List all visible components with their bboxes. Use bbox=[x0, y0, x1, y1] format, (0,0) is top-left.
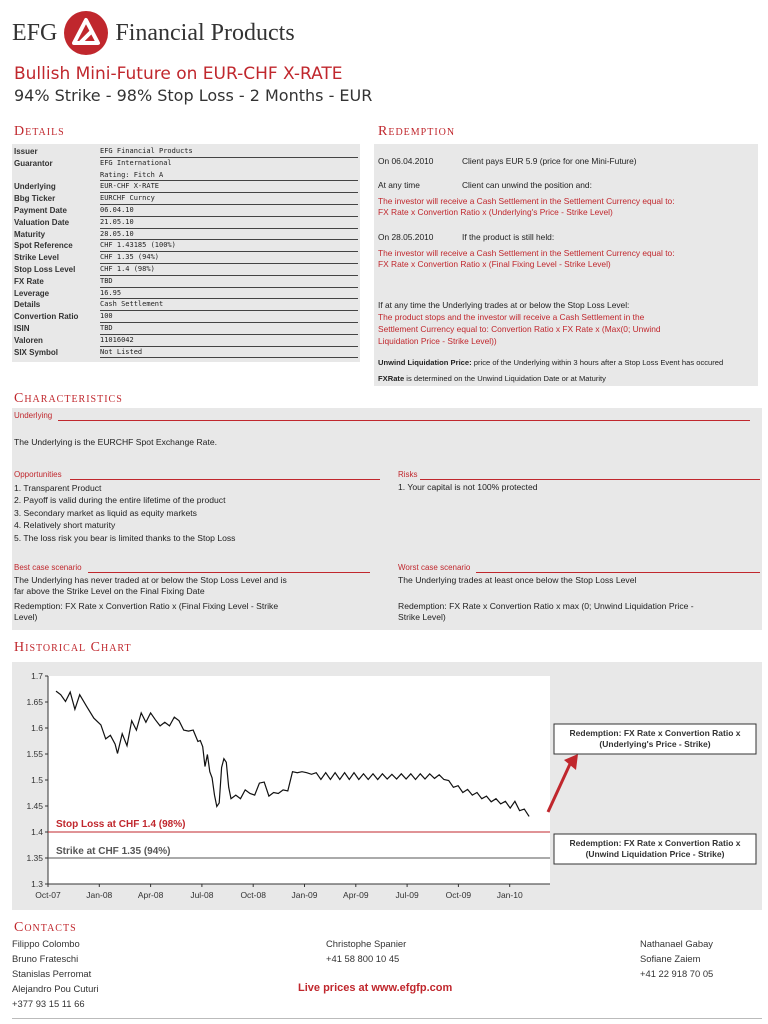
redemption-line-2 bbox=[378, 180, 754, 191]
details-row-value: EURCHF Curncy bbox=[100, 193, 358, 205]
worst-case-label: Worst case scenario bbox=[398, 563, 471, 572]
details-row-label bbox=[12, 170, 100, 182]
best-case-line-4: Level) bbox=[14, 612, 38, 622]
x-tick-label: Oct-07 bbox=[35, 890, 61, 900]
details-row-label: Strike Level bbox=[14, 253, 59, 263]
x-tick-label: Jul-09 bbox=[395, 890, 419, 900]
details-table bbox=[12, 144, 360, 362]
unwind-price-label: Unwind Liquidation Price: bbox=[378, 358, 472, 367]
redemption-line-3a: The investor will receive a Cash Settlement in the Settlement Currency equal to: bbox=[378, 196, 675, 206]
details-row-value: 28.05.10 bbox=[100, 229, 358, 241]
redemption-line-1 bbox=[378, 156, 754, 167]
risks-rule bbox=[420, 479, 760, 480]
opportunities-list bbox=[14, 482, 235, 544]
redemption-line-3b: FX Rate x Convertion Ratio x (Underlying's Price - Strike Level) bbox=[378, 207, 613, 217]
redemption-line-7c: Liquidation Price - Strike Level)) bbox=[378, 336, 497, 346]
y-tick-label: 1.55 bbox=[26, 749, 43, 759]
details-row bbox=[12, 347, 360, 359]
opportunity-item: 4. Relatively short maturity bbox=[14, 520, 116, 531]
redemption-date-2: At any time bbox=[378, 180, 420, 190]
details-row-value: CHF 1.4 (98%) bbox=[100, 264, 358, 276]
x-axis bbox=[35, 884, 550, 900]
x-tick-label: Oct-08 bbox=[240, 890, 266, 900]
x-tick-label: Apr-09 bbox=[343, 890, 369, 900]
opportunity-item: 3. Secondary market as liquid as equity markets bbox=[14, 507, 197, 518]
contact-line: +41 22 918 70 05 bbox=[640, 968, 714, 979]
contact-line: Christophe Spanier bbox=[326, 938, 407, 949]
worst-case-line-3: Strike Level) bbox=[398, 612, 446, 622]
x-tick-label: Jan-09 bbox=[291, 890, 318, 900]
strike-label: Strike at CHF 1.35 (94%) bbox=[56, 846, 171, 857]
product-title: Bullish Mini-Future on EUR-CHF X-RATE bbox=[14, 64, 343, 84]
details-row-label: SIX Symbol bbox=[14, 347, 59, 357]
details-row-label: Payment Date bbox=[14, 205, 67, 215]
details-row-label: Convertion Ratio bbox=[14, 312, 79, 322]
details-row-value: 100 bbox=[100, 311, 358, 323]
live-prices-link[interactable]: Live prices at www.efgfp.com bbox=[298, 982, 453, 994]
details-row bbox=[12, 264, 360, 276]
details-row-value: TBD bbox=[100, 323, 358, 335]
footer-rule bbox=[12, 1018, 762, 1019]
box2-line1: Redemption: FX Rate x Convertion Ratio x bbox=[569, 838, 741, 848]
redemption-line-7a: The product stops and the investor will receive a Cash Settlement in the bbox=[378, 312, 645, 322]
y-tick-label: 1.5 bbox=[31, 775, 43, 785]
y-tick-label: 1.65 bbox=[26, 697, 43, 707]
redemption-line-7b: Settlement Currency equal to: Convertion Ratio x FX Rate x (Max(0; Unwind bbox=[378, 324, 661, 334]
details-row bbox=[12, 170, 360, 182]
risks-label: Risks bbox=[398, 470, 418, 479]
details-row bbox=[12, 217, 360, 229]
contacts-col-1 bbox=[12, 936, 99, 1011]
details-row bbox=[12, 146, 360, 158]
underlying-text: The Underlying is the EURCHF Spot Exchange Rate. bbox=[14, 437, 218, 447]
details-row bbox=[12, 323, 360, 335]
contact-line: +41 58 800 10 45 bbox=[326, 953, 400, 964]
opportunities-rule bbox=[70, 479, 380, 480]
details-row-value: EFG International bbox=[100, 158, 172, 167]
contacts-col-2 bbox=[326, 936, 406, 966]
redemption-date-1: On 06.04.2010 bbox=[378, 156, 434, 166]
brand-right-text: Financial Products bbox=[115, 19, 295, 46]
contact-line: +377 93 15 11 66 bbox=[12, 998, 85, 1009]
risks-list bbox=[398, 482, 538, 493]
details-row-label: Leverage bbox=[14, 288, 50, 298]
chart-title: Historical Chart bbox=[14, 640, 132, 655]
fxrate-text: is determined on the Unwind Liquidation Date or at Maturity bbox=[406, 374, 606, 383]
fxrate-label: FXRate bbox=[378, 374, 405, 383]
x-tick-label: Jan-08 bbox=[86, 890, 113, 900]
best-case-line-1: The Underlying has never traded at or below the Stop Loss Level and is bbox=[14, 575, 287, 585]
characteristics-box bbox=[12, 408, 762, 630]
x-tick-label: Oct-09 bbox=[445, 890, 472, 900]
redemption-text-4: If the product is still held: bbox=[462, 232, 555, 242]
details-row bbox=[12, 205, 360, 217]
details-row bbox=[12, 229, 360, 241]
details-row-label: Guarantor bbox=[14, 158, 53, 168]
details-row bbox=[12, 276, 360, 288]
contacts-title: Contacts bbox=[14, 920, 77, 935]
best-case-line-3: Redemption: FX Rate x Convertion Ratio x (Final Fixing Level - Strike bbox=[14, 601, 279, 611]
x-tick-label: Jan-10 bbox=[496, 890, 523, 900]
arrow-head-icon bbox=[564, 754, 578, 770]
contacts-col-3 bbox=[640, 936, 713, 981]
redemption-box bbox=[374, 144, 758, 386]
details-row-value: Rating: Fitch A bbox=[100, 170, 358, 182]
details-row-label: Spot Reference bbox=[14, 241, 73, 251]
contact-line: Bruno Frateschi bbox=[12, 953, 79, 964]
efg-logo-icon bbox=[63, 10, 109, 56]
underlying-rule bbox=[58, 420, 750, 421]
characteristics-title: Characteristics bbox=[14, 391, 123, 406]
details-row-value: Cash Settlement bbox=[100, 299, 358, 311]
details-row-label: Maturity bbox=[14, 229, 46, 239]
product-subtitle: 94% Strike - 98% Stop Loss - 2 Months - EUR bbox=[14, 86, 373, 105]
details-row-label: Issuer bbox=[14, 147, 38, 156]
details-row-value: 11016042 bbox=[100, 335, 358, 347]
y-tick-label: 1.7 bbox=[31, 671, 43, 681]
details-row-value: 16.95 bbox=[100, 288, 358, 300]
header bbox=[12, 8, 295, 58]
arrow-shaft bbox=[548, 764, 570, 812]
details-row bbox=[12, 299, 360, 311]
chart-svg bbox=[12, 662, 762, 910]
details-row-label: Bbg Ticker bbox=[14, 194, 56, 204]
brand-left-text: EFG bbox=[12, 19, 58, 46]
worst-case-line-1: The Underlying trades at least once below the Stop Loss Level bbox=[398, 575, 637, 585]
opportunity-item: 2. Payoff is valid during the entire lifetime of the product bbox=[14, 495, 226, 506]
y-axis bbox=[26, 671, 48, 889]
details-row-label: Stop Loss Level bbox=[14, 264, 76, 274]
worst-case-line-2: Redemption: FX Rate x Convertion Ratio x max (0; Unwind Liquidation Price - bbox=[398, 601, 694, 611]
redemption-line-5a: The investor will receive a Cash Settlement in the Settlement Currency equal to: bbox=[378, 248, 675, 258]
y-tick-label: 1.45 bbox=[26, 801, 43, 811]
details-row-value: 21.05.10 bbox=[100, 217, 358, 229]
opportunity-item: 5. The loss risk you bear is limited thanks to the Stop Loss bbox=[14, 532, 236, 543]
y-tick-label: 1.4 bbox=[31, 827, 43, 837]
redemption-line-9 bbox=[378, 373, 754, 384]
details-row-label: Valuation Date bbox=[14, 217, 70, 227]
details-row bbox=[12, 335, 360, 347]
y-tick-label: 1.35 bbox=[26, 853, 43, 863]
details-row bbox=[12, 288, 360, 300]
details-row-value: 06.04.10 bbox=[100, 205, 358, 217]
details-row-value: CHF 1.35 (94%) bbox=[100, 252, 358, 264]
redemption-date-4: On 28.05.2010 bbox=[378, 232, 434, 242]
underlying-label: Underlying bbox=[14, 411, 53, 420]
redemption-title: Redemption bbox=[378, 124, 456, 139]
risk-item: 1. Your capital is not 100% protected bbox=[398, 482, 538, 492]
details-row-label: Underlying bbox=[14, 182, 56, 192]
contact-line: Nathanael Gabay bbox=[640, 938, 713, 949]
redemption-line-5b: FX Rate x Convertion Ratio x (Final Fixing Level - Strike Level) bbox=[378, 259, 611, 269]
details-row-value: Not Listed bbox=[100, 347, 358, 359]
details-row-label: Valoren bbox=[14, 335, 43, 345]
contact-line: Alejandro Pou Cuturi bbox=[12, 983, 99, 994]
details-row bbox=[12, 181, 360, 193]
details-row-label: FX Rate bbox=[14, 276, 44, 286]
redemption-text-1: Client pays EUR 5.9 (price for one Mini-Future) bbox=[462, 156, 637, 166]
box1-line2: (Underlying's Price - Strike) bbox=[599, 739, 711, 749]
details-row-value: CHF 1.43185 (100%) bbox=[100, 240, 358, 252]
box1-line1: Redemption: FX Rate x Convertion Ratio x bbox=[569, 728, 741, 738]
contact-line: Sofiane Zaiem bbox=[640, 953, 701, 964]
details-row bbox=[12, 240, 360, 252]
best-case-label: Best case scenario bbox=[14, 563, 82, 572]
details-row-value: EUR-CHF X-RATE bbox=[100, 181, 358, 193]
redemption-text-2: Client can unwind the position and: bbox=[462, 180, 592, 190]
details-title: Details bbox=[14, 124, 65, 139]
y-tick-label: 1.6 bbox=[31, 723, 43, 733]
worst-case-rule bbox=[476, 572, 760, 573]
x-tick-label: Jul-08 bbox=[190, 890, 214, 900]
unwind-price-text: price of the Underlying within 3 hours after a Stop Loss Event has occured bbox=[473, 358, 724, 367]
box2-line2: (Unwind Liquidation Price - Strike) bbox=[585, 849, 725, 859]
best-case-rule bbox=[88, 572, 370, 573]
details-row bbox=[12, 252, 360, 264]
details-row bbox=[12, 158, 360, 170]
details-row bbox=[12, 193, 360, 205]
stop-loss-label: Stop Loss at CHF 1.4 (98%) bbox=[56, 819, 186, 830]
contact-line: Stanislas Perromat bbox=[12, 968, 92, 979]
details-row-label: Details bbox=[14, 300, 41, 310]
opportunities-label: Opportunities bbox=[14, 470, 62, 479]
details-row bbox=[12, 311, 360, 323]
y-tick-label: 1.3 bbox=[31, 879, 43, 889]
x-tick-label: Apr-08 bbox=[137, 890, 164, 900]
details-row-value: TBD bbox=[100, 276, 358, 288]
historical-chart bbox=[12, 662, 762, 910]
contact-line: Filippo Colombo bbox=[12, 938, 80, 949]
details-row-value: EFG Financial Products bbox=[100, 146, 358, 158]
redemption-line-4 bbox=[378, 232, 754, 243]
details-row-label: ISIN bbox=[14, 323, 30, 333]
redemption-line-8 bbox=[378, 357, 754, 368]
best-case-line-2: far above the Strike Level on the Final Fixing Date bbox=[14, 586, 205, 596]
redemption-line-6: If at any time the Underlying trades at or below the Stop Loss Level: bbox=[378, 300, 630, 310]
opportunity-item: 1. Transparent Product bbox=[14, 483, 102, 493]
